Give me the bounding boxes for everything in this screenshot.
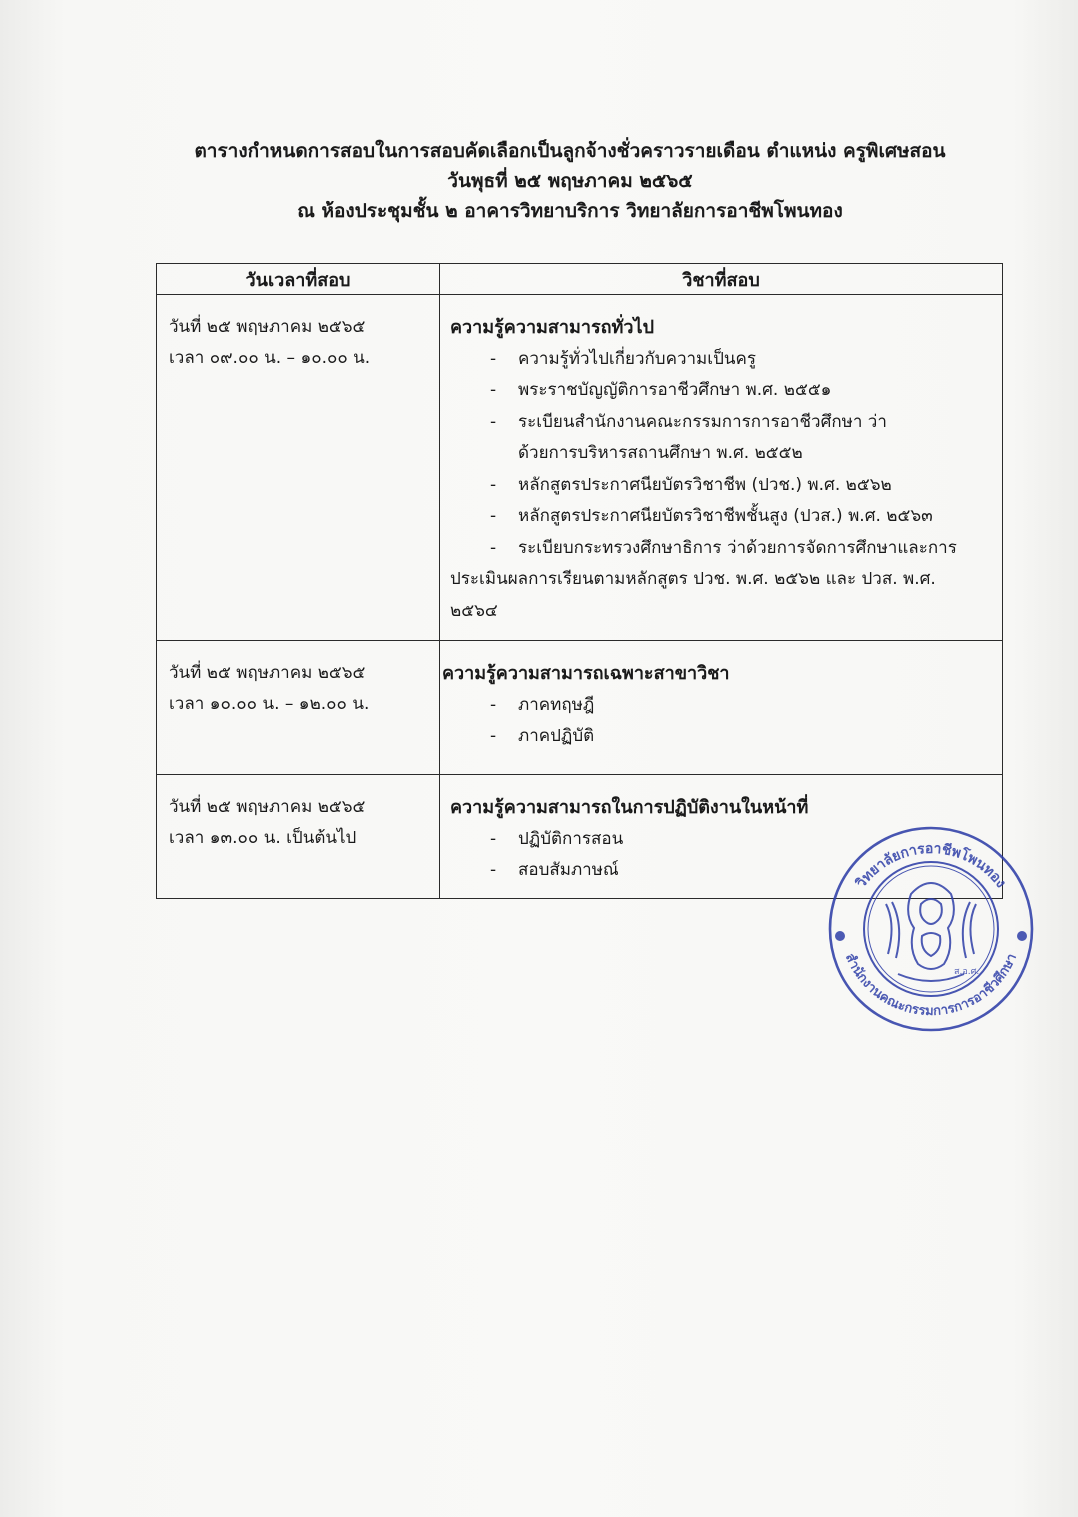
bullet-dash: - [490, 694, 497, 715]
subject-item-text: สอบสัมภาษณ์ [518, 860, 619, 880]
subject-item-text: ภาคปฏิบัติ [518, 726, 595, 746]
list-item [450, 501, 1002, 533]
exam-date: วันที่ ๒๕ พฤษภาคม ๒๕๖๕ [169, 317, 366, 337]
exam-subject-cell [440, 641, 1003, 775]
exam-date: วันที่ ๒๕ พฤษภาคม ๒๕๖๕ [169, 797, 366, 817]
exam-datetime-cell [157, 295, 440, 641]
exam-datetime-cell [157, 775, 440, 899]
seal-inner-path: สำนักงานคณะกรรมการการอาชีวศึกษา [841, 951, 1020, 1020]
subject-item-text: ระเบียบกระทรวงศึกษาธิการ ว่าด้วยการจัดการศึกษาและการประเมินผลการเรียนตามหลักสูตร ปวช. พ.ศ. ๒๕๖๒ และ ปวส. พ.ศ. ๒๕๖๔ [450, 537, 957, 621]
subject-item-text: หลักสูตรประกาศนียบัตรวิชาชีพชั้นสูง (ปวส.) พ.ศ. ๒๕๖๓ [518, 506, 933, 526]
header-venue: ณ ห้องประชุมชั้น ๒ อาคารวิทยาบริการ วิทยาลัยการอาชีพโพนทอง [297, 200, 843, 222]
list-item [450, 721, 1002, 753]
bullet-dash: - [490, 348, 497, 369]
list-item [450, 375, 1002, 407]
table-row [157, 295, 1003, 641]
subject-item-list [450, 690, 1002, 753]
subject-item-list [450, 344, 1002, 628]
subject-title: ความรู้ความสามารถทั่วไป [450, 317, 654, 338]
subject-title: ความรู้ความสามารถเฉพาะสาขาวิชา [442, 663, 730, 684]
bullet-dash: - [490, 380, 497, 400]
table-header-row [157, 264, 1003, 295]
document-header [150, 136, 990, 226]
list-item [450, 470, 1002, 502]
column-header-date: วันเวลาที่สอบ [157, 264, 440, 295]
subject-item-text: ระเบียนสำนักงานคณะกรรมการการอาชีวศึกษา ว่าด้วยการบริหารสถานศึกษา พ.ศ. ๒๕๕๒ [518, 411, 887, 463]
subject-item-text: ภาคทฤษฎี [518, 694, 595, 715]
subject-title: ความรู้ความสามารถในการปฏิบัติงานในหน้าที่ [450, 797, 809, 818]
bullet-dash: - [490, 474, 497, 495]
subject-item-text: ปฏิบัติการสอน [518, 828, 624, 849]
exam-time: เวลา ๐๙.๐๐ น. – ๑๐.๐๐ น. [169, 348, 371, 368]
subject-item-text: หลักสูตรประกาศนียบัตรวิชาชีพ (ปวช.) พ.ศ. ๒๕๖๒ [518, 474, 892, 495]
list-item [450, 690, 1002, 722]
subject-item-text: ความรู้ทั่วไปเกี่ยวกับความเป็นครู [518, 348, 756, 369]
bullet-dash: - [490, 828, 497, 849]
table-row [157, 641, 1003, 775]
list-item [450, 407, 1002, 470]
list-item [450, 533, 1002, 628]
header-date: วันพุธที่ ๒๕ พฤษภาคม ๒๕๖๕ [447, 170, 693, 192]
column-header-subject: วิชาที่สอบ [440, 264, 1003, 295]
bullet-dash: - [490, 537, 497, 558]
official-seal-stamp [826, 824, 1036, 1034]
exam-time: เวลา ๑๓.๐๐ น. เป็นต้นไป [169, 828, 357, 848]
seal-center-text: ส.อ.ศ. [954, 967, 980, 977]
bullet-dash: - [490, 726, 497, 746]
exam-time: เวลา ๑๐.๐๐ น. – ๑๒.๐๐ น. [169, 694, 370, 714]
header-title: ตารางกำหนดการสอบในการสอบคัดเลือกเป็นลูกจ้างชั่วคราวรายเดือน ตำแหน่ง ครูพิเศษสอน [194, 140, 946, 162]
exam-datetime-cell [157, 641, 440, 775]
seal-outer-path: วิทยาลัยการอาชีพโพนทอง [853, 840, 1009, 892]
bullet-dash: - [490, 411, 497, 432]
exam-subject-cell [440, 295, 1003, 641]
subject-item-text: พระราชบัญญัติการอาชีวศึกษา พ.ศ. ๒๕๕๑ [518, 380, 832, 400]
bullet-dash: - [490, 860, 497, 880]
bullet-dash: - [490, 506, 497, 526]
exam-schedule-table [156, 263, 1003, 899]
exam-date: วันที่ ๒๕ พฤษภาคม ๒๕๖๕ [169, 663, 366, 683]
list-item [450, 344, 1002, 376]
